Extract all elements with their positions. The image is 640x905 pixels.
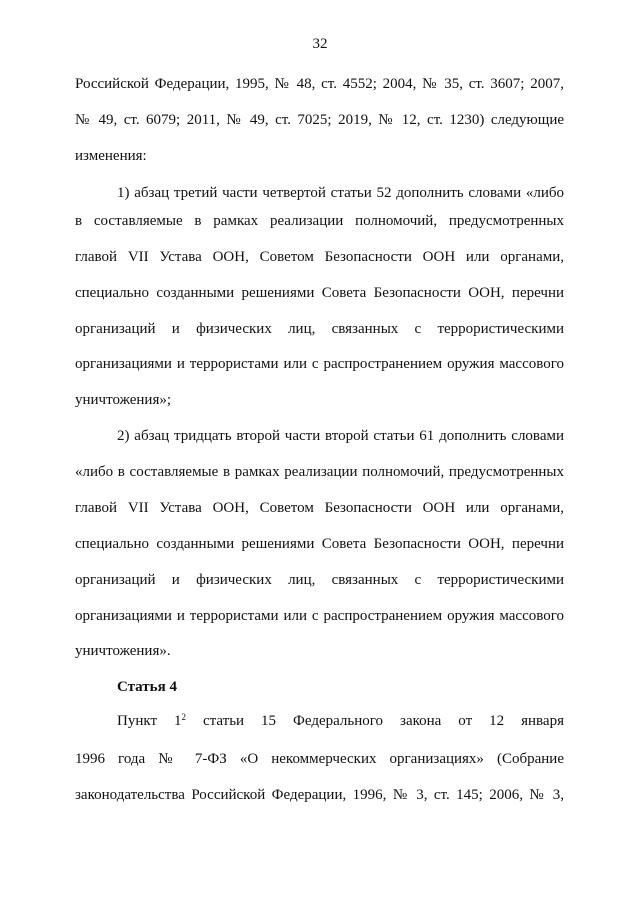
text-line: организаций и физических лиц, связанных с террористическими bbox=[75, 321, 564, 337]
text-line: № 49, ст. 6079; 2011, № 49, ст. 7025; 2019, № 12, ст. 1230) следующие bbox=[75, 112, 564, 128]
text-fragment: Пункт 1 bbox=[117, 713, 182, 729]
text-line: организациями и террористами или с распространением оружия массового bbox=[75, 608, 564, 624]
text-fragment: статьи 15 Федерального закона от 12 января bbox=[186, 713, 564, 729]
text-line: уничтожения». bbox=[75, 643, 171, 659]
text-line: уничтожения»; bbox=[75, 392, 172, 408]
text-line: законодательства Российской Федерации, 1996, № 3, ст. 145; 2006, № 3, bbox=[75, 787, 564, 803]
article-heading: Статья 4 bbox=[117, 679, 177, 695]
text-line: 1) абзац третий части четвертой статьи 52 дополнить словами «либо bbox=[117, 185, 564, 201]
text-line: «либо в составляемые в рамках реализации полномочий, предусмотренных bbox=[75, 464, 564, 480]
text-line: изменения: bbox=[75, 148, 147, 164]
text-line: 1996 года № 7-ФЗ «О некоммерческих организациях» (Собрание bbox=[75, 751, 564, 767]
text-line: Российской Федерации, 1995, № 48, ст. 4552; 2004, № 35, ст. 3607; 2007, bbox=[75, 76, 564, 92]
text-line: организаций и физических лиц, связанных с террористическими bbox=[75, 572, 564, 588]
text-line: специально созданными решениями Совета Безопасности ООН, перечни bbox=[75, 536, 564, 552]
text-line: в составляемые в рамках реализации полномочий, предусмотренных bbox=[75, 213, 564, 229]
text-line bbox=[117, 712, 564, 730]
superscript: 2 bbox=[181, 712, 186, 722]
text-line: главой VII Устава ООН, Советом Безопасности ООН или органами, bbox=[75, 500, 564, 516]
text-line: 2) абзац тридцать второй части второй статьи 61 дополнить словами bbox=[117, 428, 564, 444]
text-line: специально созданными решениями Совета Безопасности ООН, перечни bbox=[75, 285, 564, 301]
page-number: 32 bbox=[312, 36, 328, 52]
text-line: организациями и террористами или с распространением оружия массового bbox=[75, 356, 564, 372]
text-line: главой VII Устава ООН, Советом Безопасности ООН или органами, bbox=[75, 249, 564, 265]
